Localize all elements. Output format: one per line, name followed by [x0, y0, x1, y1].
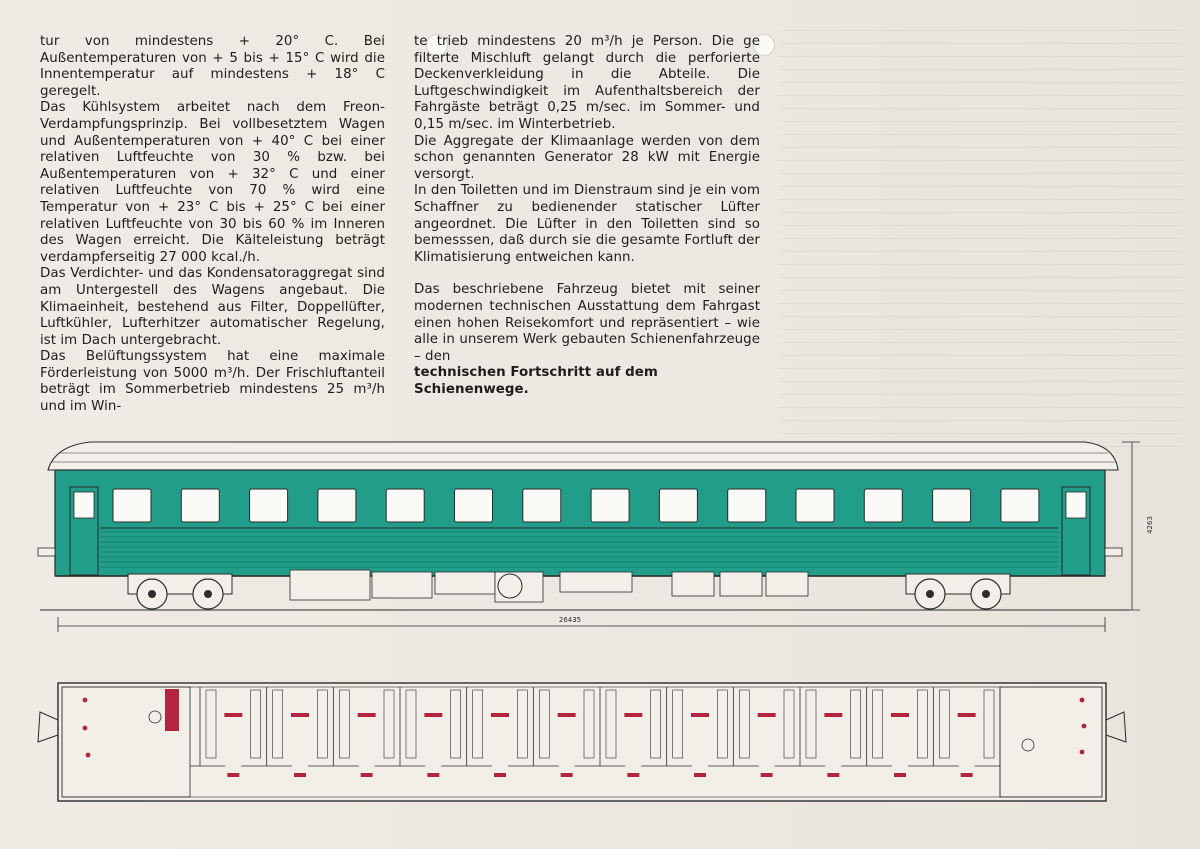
- corridor-marker: [361, 773, 373, 777]
- seat-marker: [624, 713, 642, 717]
- equipment-dot: [1082, 724, 1087, 729]
- coupling-right: [1106, 712, 1126, 742]
- seat-marker: [824, 713, 842, 717]
- corridor-marker: [294, 773, 306, 777]
- door-window-left: [74, 492, 94, 518]
- seat-marker: [291, 713, 309, 717]
- passenger-window: [523, 489, 561, 522]
- underframe-equipment: [435, 572, 495, 594]
- corridor-marker: [494, 773, 506, 777]
- floor-plan: [38, 683, 1126, 801]
- passenger-window: [864, 489, 902, 522]
- paragraph: Das Belüftungssystem hat eine maximale Förderleistung von 5000 m³/h. Der Frischluftanteil beträgt im Sommerbetrieb mindestens 25 m³/h und im Win-: [40, 349, 385, 415]
- underframe-equipment: [720, 572, 762, 596]
- corridor-marker: [761, 773, 773, 777]
- underframe-equipment: [372, 572, 432, 598]
- passenger-window: [113, 489, 151, 522]
- seat-marker: [424, 713, 442, 717]
- wheel-hub: [148, 590, 156, 598]
- service-cabinet: [165, 689, 179, 731]
- buffer-right: [1105, 548, 1122, 556]
- passenger-window: [728, 489, 766, 522]
- equipment-dot: [83, 698, 88, 703]
- passenger-window: [796, 489, 834, 522]
- coupling-left: [38, 712, 58, 742]
- length-dimension-label: 26435: [558, 616, 582, 624]
- equipment-dot: [1080, 698, 1085, 703]
- corridor-marker: [894, 773, 906, 777]
- paragraph: Die Aggregate der Klimaanlage werden von dem schon genannten Generator 28 kW mit Energie versorgt.: [414, 133, 760, 182]
- passenger-window: [659, 489, 697, 522]
- seat-marker: [958, 713, 976, 717]
- underframe-equipment: [672, 572, 714, 596]
- corridor-marker: [694, 773, 706, 777]
- seat-marker: [491, 713, 509, 717]
- seat-marker: [691, 713, 709, 717]
- passenger-window: [455, 489, 493, 522]
- corridor-marker: [427, 773, 439, 777]
- seat-marker: [224, 713, 242, 717]
- underframe-equipment: [766, 572, 808, 596]
- corridor-marker: [961, 773, 973, 777]
- equipment-dot: [1080, 750, 1085, 755]
- passenger-window: [1001, 489, 1039, 522]
- passenger-window: [250, 489, 288, 522]
- height-dimension-label: 4263: [1146, 516, 1154, 534]
- side-elevation: [38, 442, 1140, 632]
- plan-outline: [58, 683, 1106, 801]
- passenger-window: [591, 489, 629, 522]
- paragraph: tur von mindestens + 20° C. Bei Außentemperaturen von + 5 bis + 15° C wird die Innentemperatur auf mindestens + 18° C geregelt.: [40, 34, 385, 99]
- wheel-hub: [982, 590, 990, 598]
- corridor-marker: [227, 773, 239, 777]
- buffer-left: [38, 548, 55, 556]
- passenger-window: [181, 489, 219, 522]
- passenger-window: [386, 489, 424, 522]
- corridor-marker: [561, 773, 573, 777]
- closing-highlight: technischen Fortschritt auf dem Schienenwege.: [414, 365, 658, 397]
- corridor-marker: [627, 773, 639, 777]
- seat-marker: [558, 713, 576, 717]
- corridor-marker: [827, 773, 839, 777]
- seat-marker: [758, 713, 776, 717]
- paragraph: te trieb mindestens 20 m³/h je Person. Die ge filterte Mischluft gelangt durch die perforierte Deckenverkleidung in die Abteile. Die Luftgeschwindigkeit im Aufenthaltsbereich der Fahrgäste beträgt 0,25 m/sec. im Sommer- und 0,15 m/sec. im Winterbetrieb.: [414, 34, 760, 132]
- paragraph: In den Toiletten und im Dienstraum sind je ein vom Schaffner zu bedienender statischer Lüfter angeordnet. Die Lüfter in den Toiletten sind so bemesssen, daß durch sie die gesamte Fortluft der Klimatisierung entweichen kann.: [414, 183, 760, 265]
- seat-marker: [891, 713, 909, 717]
- paragraph: Das Kühlsystem arbeitet nach dem Freon-Verdampfungsprinzip. Bei vollbesetztem Wagen und Außentemperaturen von + 40° C bei einer relativen Luftfeuchte von 30 % bzw. bei Außentemperaturen von + 32° C und einer relativen Luftfeuchte von 70 % wird eine Temperatur von + 23° C bis + 25° C bei einer relativen Luftfeuchte von 30 bis 60 % im Inneren des Wagen erreicht. Die Kälteleistung beträgt verdampferseitig 27 000 kcal./h.: [40, 100, 385, 265]
- wheel-hub: [204, 590, 212, 598]
- passenger-window: [933, 489, 971, 522]
- paragraph: Das Verdichter- und das Kondensatoraggregat sind am Untergestell des Wagens angebaut. Die Klimaeinheit, bestehend aus Filter, Doppellüfter, Luftkühler, Lufterhitzer automatischer Regelung, ist im Dach untergebracht.: [40, 266, 385, 348]
- closing-paragraph: Das beschriebene Fahrzeug bietet mit seiner modernen technischen Ausstattung dem Fahrgast einen hohen Reisekomfort und repräsentiert – wie alle in unserem Werk gebauten Schienenfahrzeuge – den: [414, 282, 760, 364]
- equipment-dot: [83, 726, 88, 731]
- door-window-right: [1066, 492, 1086, 518]
- seat-marker: [358, 713, 376, 717]
- passenger-window: [318, 489, 356, 522]
- underframe-equipment: [560, 572, 632, 592]
- car-body: [55, 470, 1105, 576]
- roof: [48, 442, 1118, 470]
- underframe-equipment: [290, 570, 370, 600]
- equipment-dot: [86, 753, 91, 758]
- wheel-hub: [926, 590, 934, 598]
